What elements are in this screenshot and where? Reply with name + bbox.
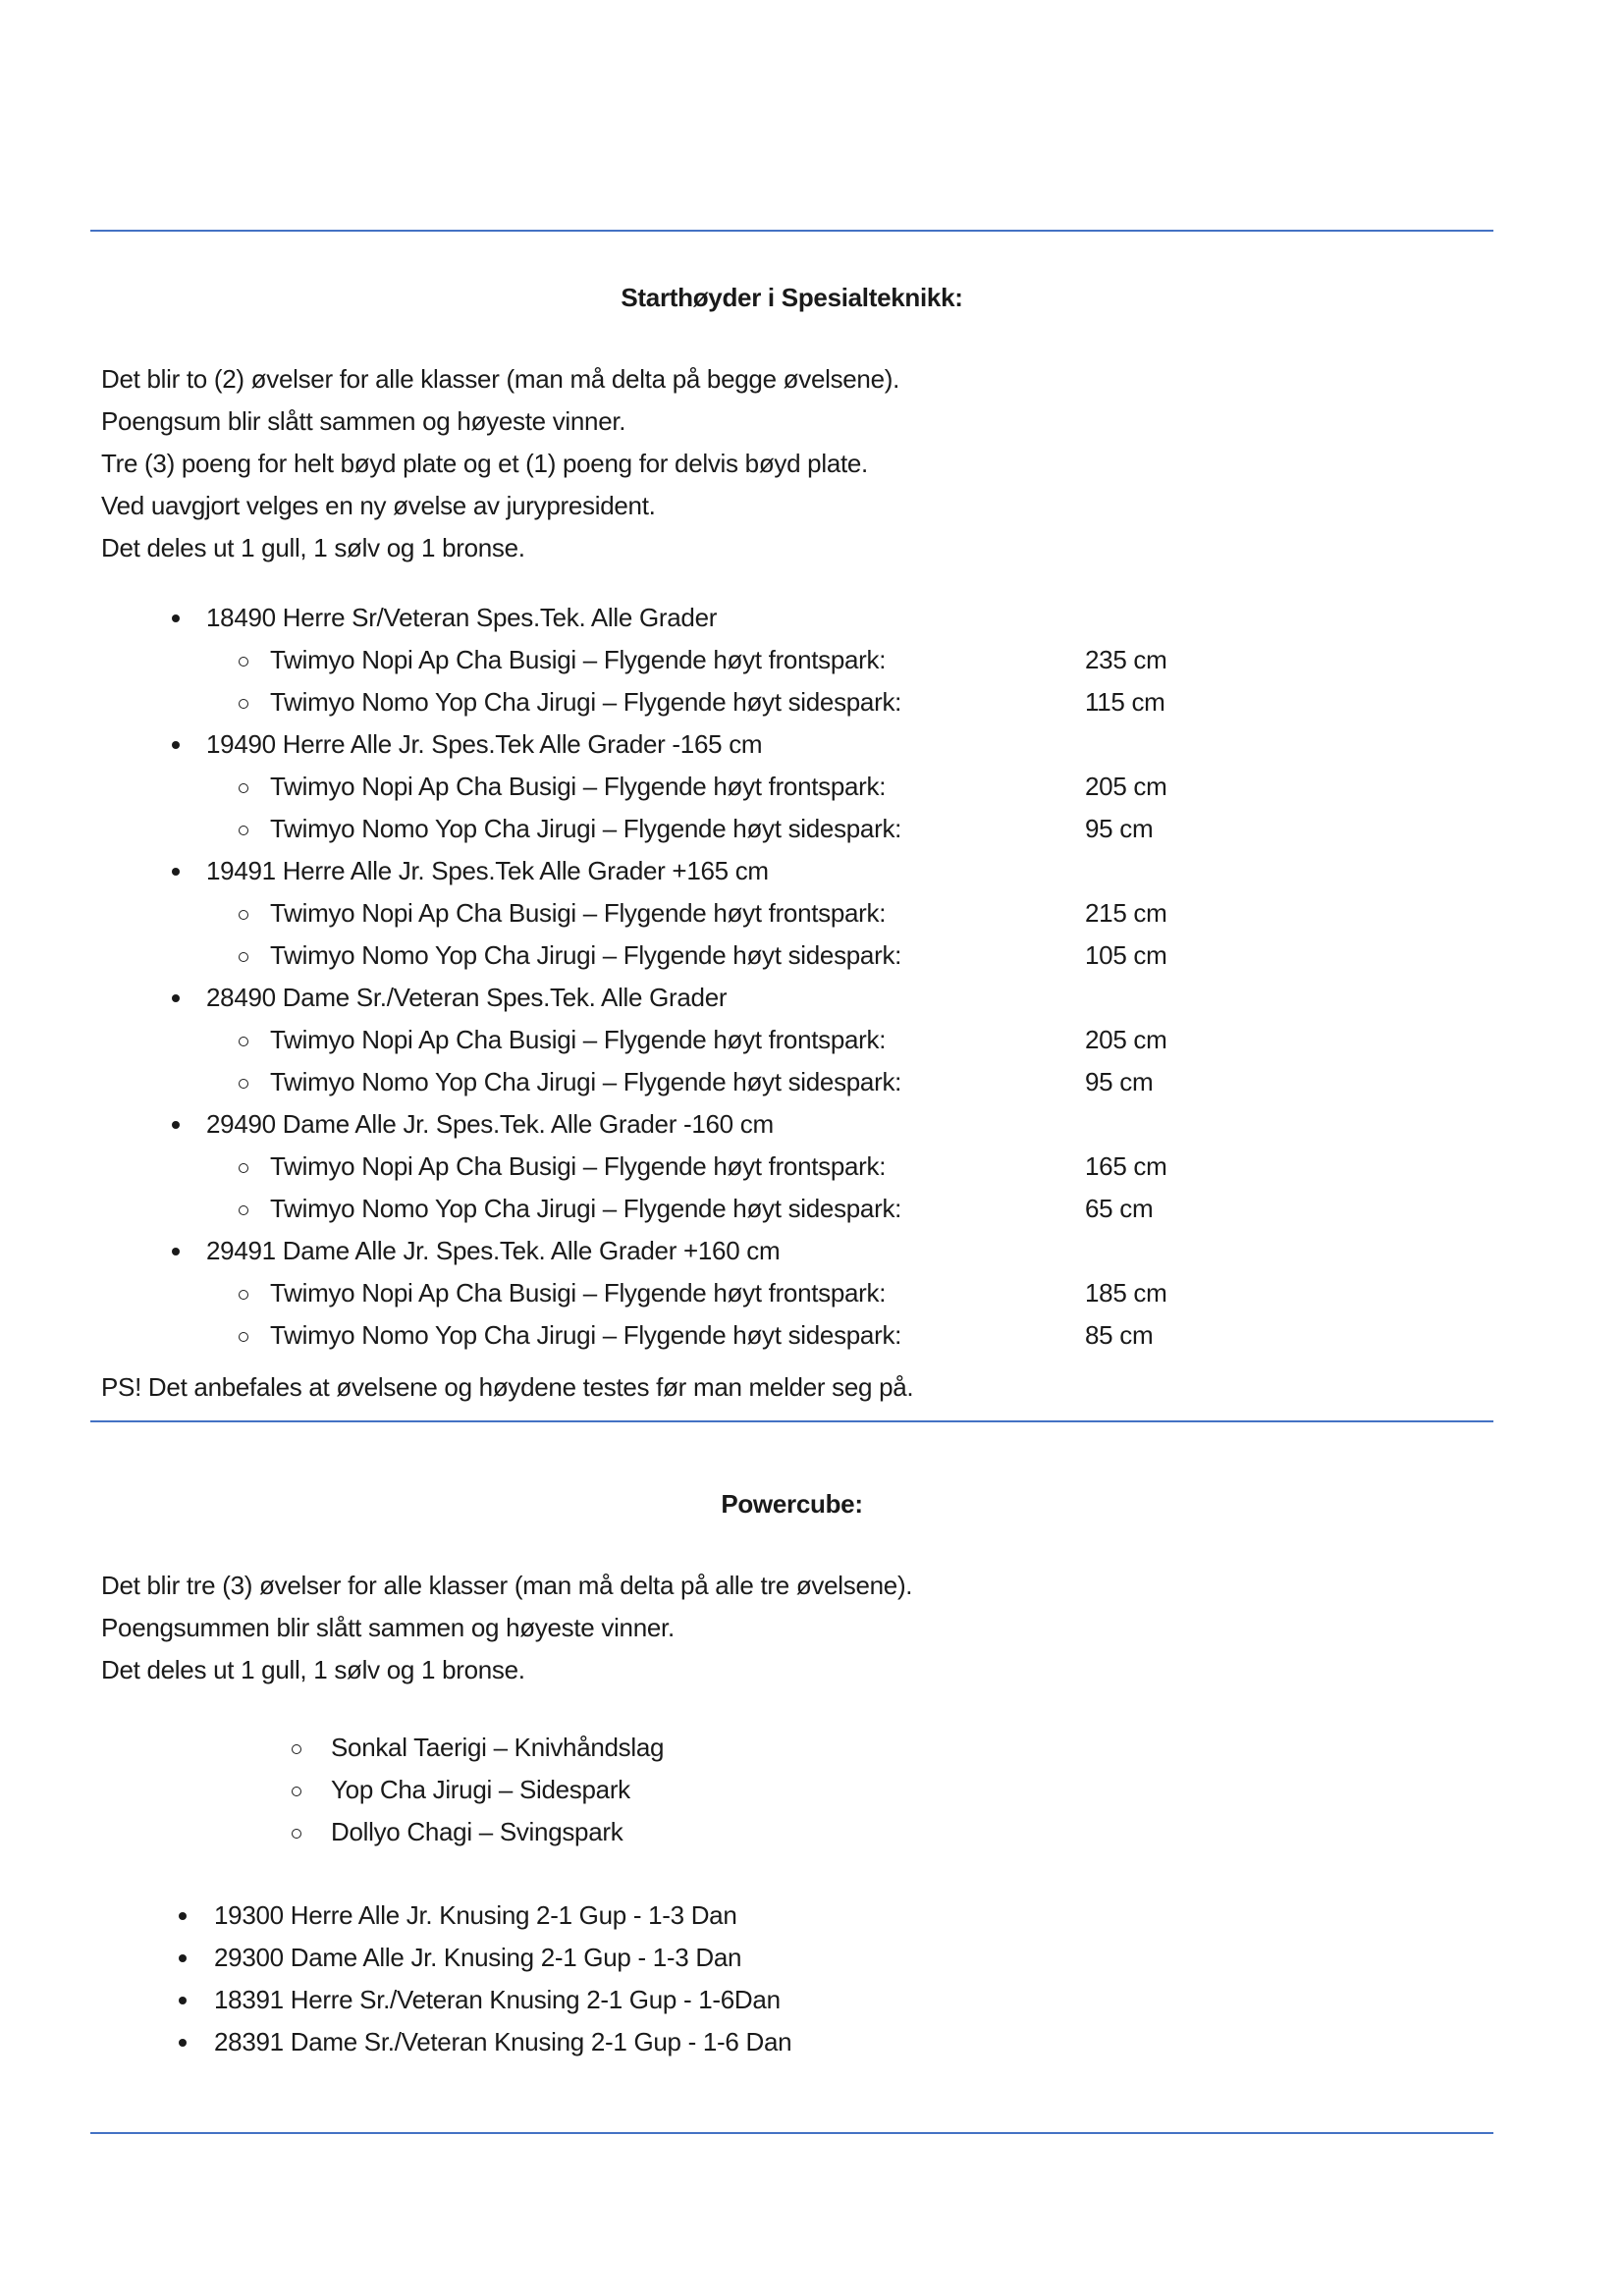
event-value: 215 cm (1085, 898, 1167, 928)
spesialteknikk-class-list (90, 597, 1493, 1357)
event-item (90, 808, 1493, 850)
event-value: 235 cm (1085, 645, 1167, 674)
exercise-label: Sonkal Taerigi – Knivhåndslag (331, 1733, 665, 1762)
ps-note: PS! Det anbefales at øvelsene og høydene testes før man melder seg på. (101, 1372, 914, 1402)
event-item (90, 1188, 1493, 1230)
bullet-circle-icon (239, 1163, 248, 1173)
powercube-class-list (90, 1895, 1493, 2063)
paragraph-line: Tre (3) poeng for helt bøyd plate og et (1) poeng for delvis bøyd plate. (101, 449, 868, 478)
event-item (90, 934, 1493, 977)
event-item (90, 1272, 1493, 1314)
event-item (90, 639, 1493, 681)
spesialteknikk-title: Starthøyder i Spesialteknikk: (621, 283, 963, 312)
event-item (90, 1061, 1493, 1103)
knusing-class-label: 19300 Herre Alle Jr. Knusing 2-1 Gup - 1-3 Dan (214, 1900, 737, 1930)
powercube-intro-paragraph (90, 1565, 1493, 1691)
event-value: 105 cm (1085, 940, 1167, 970)
event-label: Twimyo Nomo Yop Cha Jirugi – Flygende høyt sidespark: (270, 940, 902, 970)
event-value: 85 cm (1085, 1320, 1154, 1350)
paragraph-line: Det deles ut 1 gull, 1 sølv og 1 bronse. (101, 533, 525, 562)
event-value: 95 cm (1085, 1067, 1154, 1096)
paragraph-line: Poengsummen blir slått sammen og høyeste vinner. (101, 1613, 675, 1642)
event-item (90, 681, 1493, 723)
bullet-circle-icon (239, 783, 248, 793)
event-label: Twimyo Nopi Ap Cha Busigi – Flygende høyt frontspark: (270, 645, 887, 674)
event-value: 185 cm (1085, 1278, 1167, 1308)
bullet-disc-icon (179, 1997, 187, 2004)
class-item (90, 597, 1493, 639)
horizontal-rule-middle (90, 1420, 1493, 1422)
bullet-disc-icon (172, 994, 180, 1002)
bullet-disc-icon (172, 868, 180, 876)
event-item (90, 766, 1493, 808)
bullet-disc-icon (179, 1954, 187, 1962)
class-item (90, 1230, 1493, 1272)
class-item (90, 1103, 1493, 1146)
class-item (90, 977, 1493, 1019)
event-label: Twimyo Nopi Ap Cha Busigi – Flygende høyt frontspark: (270, 772, 887, 801)
bullet-circle-icon (292, 1829, 301, 1839)
bullet-circle-icon (239, 1332, 248, 1342)
exercise-label: Dollyo Chagi – Svingspark (331, 1817, 623, 1846)
event-label: Twimyo Nopi Ap Cha Busigi – Flygende høyt frontspark: (270, 1278, 887, 1308)
class-item (90, 723, 1493, 766)
event-label: Twimyo Nopi Ap Cha Busigi – Flygende høyt frontspark: (270, 1151, 887, 1181)
knusing-class-label: 29300 Dame Alle Jr. Knusing 2-1 Gup - 1-3 Dan (214, 1943, 742, 1972)
event-value: 205 cm (1085, 1025, 1167, 1054)
knusing-class-item (90, 2021, 1493, 2063)
paragraph-line: Ved uavgjort velges en ny øvelse av jurypresident. (101, 491, 656, 520)
event-label: Twimyo Nomo Yop Cha Jirugi – Flygende høyt sidespark: (270, 1194, 902, 1223)
paragraph-line: Det blir to (2) øvelser for alle klasser (man må delta på begge øvelsene). (101, 364, 900, 394)
class-label: 28490 Dame Sr./Veteran Spes.Tek. Alle Grader (206, 983, 728, 1012)
class-label: 19490 Herre Alle Jr. Spes.Tek Alle Grader -165 cm (206, 729, 763, 759)
event-item (90, 1019, 1493, 1061)
event-label: Twimyo Nomo Yop Cha Jirugi – Flygende høyt sidespark: (270, 1067, 902, 1096)
paragraph-line: Poengsum blir slått sammen og høyeste vinner. (101, 406, 626, 436)
bullet-circle-icon (239, 699, 248, 709)
event-value: 165 cm (1085, 1151, 1167, 1181)
event-value: 65 cm (1085, 1194, 1154, 1223)
bullet-disc-icon (172, 1121, 180, 1129)
event-value: 115 cm (1085, 687, 1165, 717)
exercise-item (90, 1769, 1493, 1811)
exercise-label: Yop Cha Jirugi – Sidespark (331, 1775, 630, 1804)
bullet-circle-icon (292, 1744, 301, 1754)
bullet-disc-icon (172, 614, 180, 622)
bullet-circle-icon (239, 1205, 248, 1215)
horizontal-rule-top (90, 230, 1493, 232)
powercube-title: Powercube: (721, 1489, 863, 1519)
class-label: 29491 Dame Alle Jr. Spes.Tek. Alle Grader +160 cm (206, 1236, 781, 1265)
knusing-class-item (90, 1937, 1493, 1979)
paragraph-line: Det deles ut 1 gull, 1 sølv og 1 bronse. (101, 1655, 525, 1684)
class-item (90, 850, 1493, 892)
document-page (90, 0, 1493, 2134)
class-label: 19491 Herre Alle Jr. Spes.Tek Alle Grader +165 cm (206, 856, 769, 885)
bullet-disc-icon (179, 1912, 187, 1920)
paragraph-line: Det blir tre (3) øvelser for alle klasser (man må delta på alle tre øvelsene). (101, 1571, 913, 1600)
bullet-disc-icon (172, 741, 180, 749)
knusing-class-item (90, 1979, 1493, 2021)
spesialteknikk-intro-paragraph (90, 358, 1493, 569)
exercise-item (90, 1727, 1493, 1769)
event-item (90, 1146, 1493, 1188)
event-label: Twimyo Nomo Yop Cha Jirugi – Flygende høyt sidespark: (270, 1320, 902, 1350)
powercube-exercise-list (90, 1727, 1493, 1853)
bullet-circle-icon (239, 1037, 248, 1046)
event-value: 95 cm (1085, 814, 1154, 843)
event-label: Twimyo Nomo Yop Cha Jirugi – Flygende høyt sidespark: (270, 814, 902, 843)
bullet-disc-icon (179, 2039, 187, 2047)
class-label: 18490 Herre Sr/Veteran Spes.Tek. Alle Grader (206, 603, 718, 632)
event-label: Twimyo Nopi Ap Cha Busigi – Flygende høyt frontspark: (270, 898, 887, 928)
bullet-circle-icon (239, 952, 248, 962)
class-label: 29490 Dame Alle Jr. Spes.Tek. Alle Grader -160 cm (206, 1109, 774, 1139)
bullet-circle-icon (239, 826, 248, 835)
knusing-class-item (90, 1895, 1493, 1937)
horizontal-rule-bottom (90, 2132, 1493, 2134)
knusing-class-label: 18391 Herre Sr./Veteran Knusing 2-1 Gup - 1-6Dan (214, 1985, 781, 2014)
event-item (90, 892, 1493, 934)
bullet-circle-icon (239, 657, 248, 667)
bullet-circle-icon (239, 1079, 248, 1089)
event-label: Twimyo Nopi Ap Cha Busigi – Flygende høyt frontspark: (270, 1025, 887, 1054)
event-label: Twimyo Nomo Yop Cha Jirugi – Flygende høyt sidespark: (270, 687, 902, 717)
bullet-disc-icon (172, 1248, 180, 1255)
knusing-class-label: 28391 Dame Sr./Veteran Knusing 2-1 Gup - 1-6 Dan (214, 2027, 792, 2056)
bullet-circle-icon (239, 910, 248, 920)
bullet-circle-icon (239, 1290, 248, 1300)
event-item (90, 1314, 1493, 1357)
event-value: 205 cm (1085, 772, 1167, 801)
bullet-circle-icon (292, 1787, 301, 1796)
exercise-item (90, 1811, 1493, 1853)
